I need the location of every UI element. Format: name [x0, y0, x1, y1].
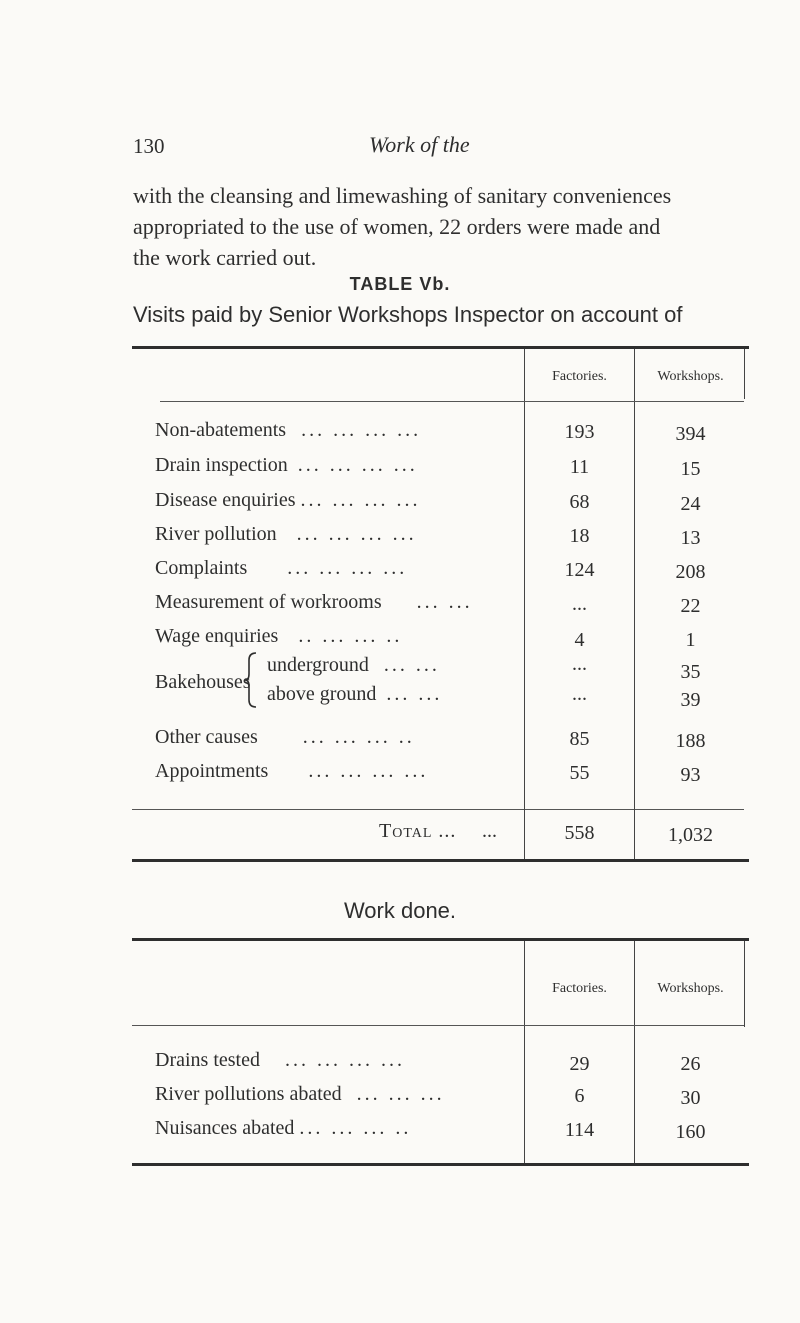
- workshops-value: 22: [680, 595, 701, 617]
- factories-value: ...: [572, 593, 587, 615]
- factories-value: ...: [572, 683, 587, 705]
- page-number: 130: [133, 134, 165, 158]
- factories-value: 6: [574, 1085, 585, 1107]
- paragraph-line: the work carried out.: [133, 245, 317, 270]
- table-row-label: Other causes ... ... ... ..: [155, 726, 415, 748]
- table-row-label: Appointments ... ... ... ...: [155, 760, 429, 782]
- header-rule: [132, 1025, 525, 1026]
- table-row-label: Drain inspection ... ... ... ...: [155, 454, 418, 476]
- table-row-label: Non-abatements ... ... ... ...: [155, 419, 422, 441]
- workshops-value: 26: [680, 1053, 701, 1075]
- column-rule: [634, 941, 635, 1163]
- table-row-label: Drains tested ... ... ... ...: [155, 1049, 405, 1071]
- paragraph-line: with the cleansing and limewashing of sanitary conveniences: [133, 183, 672, 208]
- factories-value: 68: [569, 491, 590, 513]
- running-title: Work of the: [369, 132, 470, 157]
- table-row-label: Complaints ... ... ... ...: [155, 557, 408, 579]
- header-rule: [634, 1025, 744, 1026]
- table-row-label: Disease enquiries ... ... ... ...: [155, 489, 421, 511]
- table-row-label: River pollutions abated ... ... ...: [155, 1083, 445, 1105]
- bakehouses-underground-label: underground ... ...: [267, 654, 440, 676]
- column-header-factories: Factories.: [552, 981, 607, 996]
- factories-value: 114: [564, 1119, 595, 1141]
- table-right-rule: [744, 941, 745, 1027]
- workshops-value: 13: [680, 527, 701, 549]
- factories-value: 4: [574, 629, 585, 651]
- paragraph-line: appropriated to the use of women, 22 orders were made and: [133, 214, 661, 239]
- table-row-label: River pollution ... ... ... ...: [155, 523, 417, 545]
- workshops-value: 394: [675, 423, 706, 445]
- column-header-workshops: Workshops.: [657, 981, 724, 996]
- workshops-value: 208: [675, 561, 706, 583]
- workshops-value: 188: [675, 730, 706, 752]
- factories-value: 193: [564, 421, 595, 443]
- workshops-value: 24: [680, 493, 701, 515]
- factories-value: 29: [569, 1053, 590, 1075]
- header-rule: [525, 1025, 634, 1026]
- total-factories-value: 558: [564, 822, 595, 844]
- total-workshops-value: 1,032: [668, 824, 713, 846]
- work-done-heading: Work done.: [343, 898, 457, 923]
- factories-value: 85: [569, 728, 590, 750]
- factories-value: 55: [569, 762, 590, 784]
- workshops-value: 39: [680, 689, 701, 711]
- column-rule: [524, 941, 525, 1163]
- column-header-workshops: Workshops.: [657, 369, 724, 384]
- table-row-label: Nuisances abated ... ... ... ..: [155, 1117, 412, 1139]
- factories-value: 18: [569, 525, 590, 547]
- table-row-label: Wage enquiries .. ... ... ..: [155, 625, 403, 647]
- bakehouses-above-ground-label: above ground ... ...: [267, 683, 443, 705]
- total-dots: ...: [482, 820, 497, 842]
- body-paragraph: [133, 180, 748, 273]
- table-caption: Visits paid by Senior Workshops Inspector on account of: [133, 302, 683, 327]
- factories-value: 11: [569, 456, 590, 478]
- total-label: Total ...: [379, 820, 457, 842]
- column-header-factories: Factories.: [552, 369, 607, 384]
- table-label: TABLE Vb.: [349, 274, 451, 294]
- workshops-value: 15: [680, 458, 701, 480]
- workshops-value: 30: [680, 1087, 701, 1109]
- total-row: [132, 346, 749, 856]
- workshops-value: 1: [685, 629, 696, 651]
- work-done-table: [132, 938, 749, 1166]
- factories-value: ...: [572, 653, 587, 675]
- workshops-value: 160: [675, 1121, 706, 1143]
- workshops-value: 93: [680, 764, 701, 786]
- workshops-value: 35: [680, 661, 701, 683]
- table-row-label: Measurement of workrooms ... ...: [155, 591, 473, 613]
- bakehouses-label: Bakehouses: [155, 671, 251, 693]
- factories-value: 124: [564, 559, 595, 581]
